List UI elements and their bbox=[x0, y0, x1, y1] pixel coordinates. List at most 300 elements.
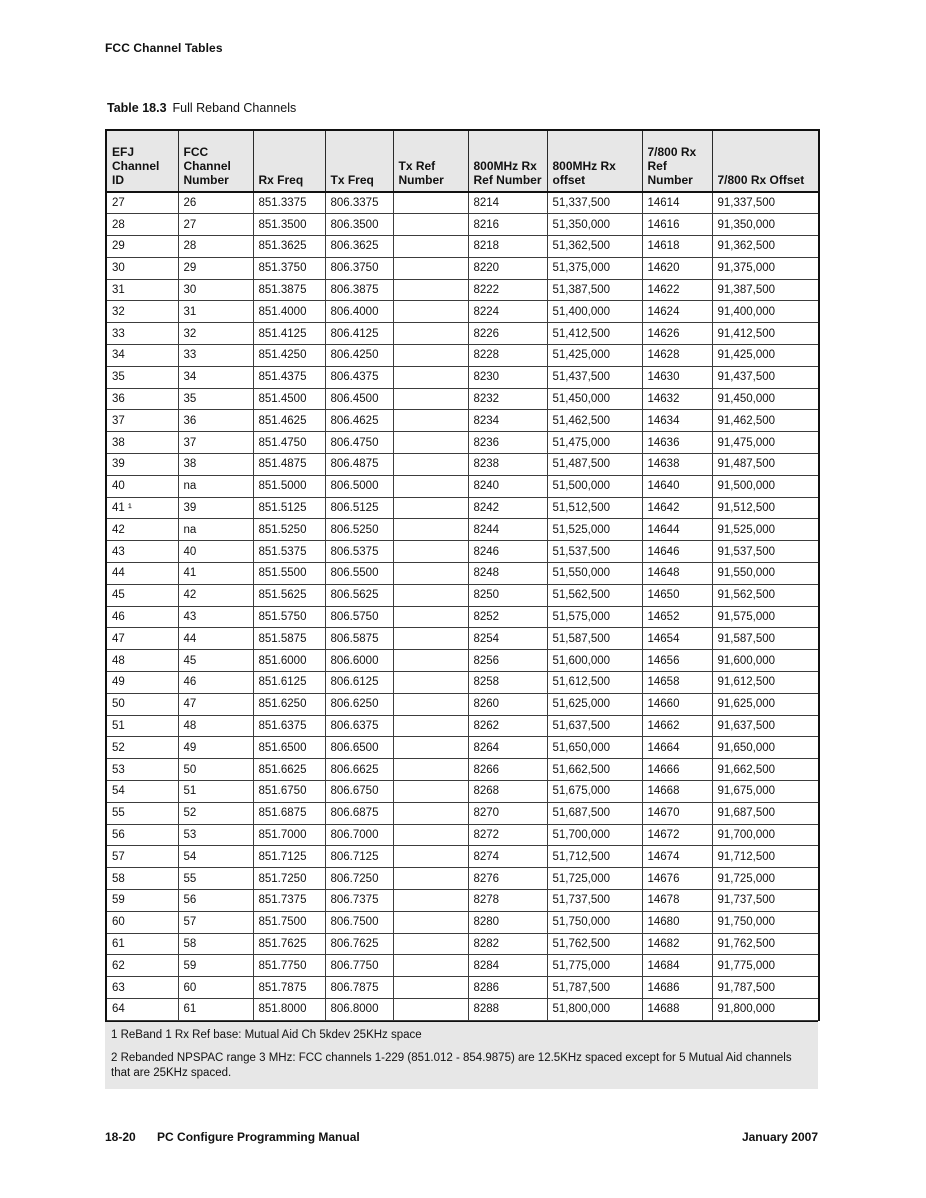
footnote-2: 2 Rebanded NPSPAC range 3 MHz: FCC channels 1-229 (851.012 - 854.9875) are 12.5KHz spaced except for 5 Mutual Aid channels that are 25KHz spaced. bbox=[111, 1051, 792, 1079]
cell-efj-channel-id: 59 bbox=[106, 890, 178, 912]
cell-7800-rx-offset: 91,500,000 bbox=[712, 475, 819, 497]
cell-7800-rx-offset: 91,362,500 bbox=[712, 236, 819, 258]
cell-efj-channel-id: 60 bbox=[106, 911, 178, 933]
cell-7800-rx-ref-number: 14626 bbox=[642, 323, 712, 345]
cell-7800-rx-offset: 91,637,500 bbox=[712, 715, 819, 737]
cell-800mhz-rx-ref-number: 8216 bbox=[468, 214, 547, 236]
cell-tx-ref-number bbox=[393, 214, 468, 236]
col-header-7800-rx-ref-number: 7/800 Rx Ref Number bbox=[642, 130, 712, 192]
cell-800mhz-rx-ref-number: 8218 bbox=[468, 236, 547, 258]
cell-7800-rx-ref-number: 14638 bbox=[642, 454, 712, 476]
cell-7800-rx-offset: 91,700,000 bbox=[712, 824, 819, 846]
cell-800mhz-rx-offset: 51,537,500 bbox=[547, 541, 642, 563]
cell-7800-rx-offset: 91,487,500 bbox=[712, 454, 819, 476]
cell-7800-rx-offset: 91,800,000 bbox=[712, 998, 819, 1020]
cell-800mhz-rx-offset: 51,362,500 bbox=[547, 236, 642, 258]
cell-rx-freq: 851.6000 bbox=[253, 650, 325, 672]
cell-800mhz-rx-ref-number: 8250 bbox=[468, 584, 547, 606]
cell-fcc-channel-number: 41 bbox=[178, 563, 253, 585]
cell-7800-rx-offset: 91,650,000 bbox=[712, 737, 819, 759]
cell-800mhz-rx-offset: 51,737,500 bbox=[547, 890, 642, 912]
cell-7800-rx-ref-number: 14686 bbox=[642, 977, 712, 999]
cell-fcc-channel-number: 39 bbox=[178, 497, 253, 519]
cell-7800-rx-offset: 91,662,500 bbox=[712, 759, 819, 781]
cell-7800-rx-offset: 91,337,500 bbox=[712, 192, 819, 214]
cell-800mhz-rx-offset: 51,575,000 bbox=[547, 606, 642, 628]
cell-rx-freq: 851.3875 bbox=[253, 279, 325, 301]
col-header-tx-freq: Tx Freq bbox=[325, 130, 393, 192]
cell-rx-freq: 851.6500 bbox=[253, 737, 325, 759]
cell-tx-ref-number bbox=[393, 454, 468, 476]
cell-tx-freq: 806.7750 bbox=[325, 955, 393, 977]
table-row bbox=[106, 257, 819, 279]
cell-tx-ref-number bbox=[393, 606, 468, 628]
cell-7800-rx-ref-number: 14646 bbox=[642, 541, 712, 563]
cell-800mhz-rx-ref-number: 8214 bbox=[468, 192, 547, 214]
reband-channels-table bbox=[105, 129, 818, 1089]
cell-fcc-channel-number: 45 bbox=[178, 650, 253, 672]
cell-800mhz-rx-ref-number: 8268 bbox=[468, 781, 547, 803]
cell-efj-channel-id: 39 bbox=[106, 454, 178, 476]
page-number: 18-20 bbox=[105, 1130, 136, 1144]
cell-7800-rx-ref-number: 14642 bbox=[642, 497, 712, 519]
cell-rx-freq: 851.4750 bbox=[253, 432, 325, 454]
col-header-fcc-channel-number: FCC Channel Number bbox=[178, 130, 253, 192]
cell-tx-freq: 806.3500 bbox=[325, 214, 393, 236]
table-row bbox=[106, 650, 819, 672]
cell-800mhz-rx-offset: 51,687,500 bbox=[547, 802, 642, 824]
cell-efj-channel-id: 53 bbox=[106, 759, 178, 781]
cell-800mhz-rx-offset: 51,562,500 bbox=[547, 584, 642, 606]
cell-rx-freq: 851.5625 bbox=[253, 584, 325, 606]
cell-tx-freq: 806.5125 bbox=[325, 497, 393, 519]
cell-800mhz-rx-ref-number: 8238 bbox=[468, 454, 547, 476]
cell-800mhz-rx-ref-number: 8232 bbox=[468, 388, 547, 410]
cell-rx-freq: 851.7000 bbox=[253, 824, 325, 846]
cell-efj-channel-id: 34 bbox=[106, 345, 178, 367]
cell-fcc-channel-number: 33 bbox=[178, 345, 253, 367]
table-row bbox=[106, 955, 819, 977]
cell-fcc-channel-number: 60 bbox=[178, 977, 253, 999]
cell-800mhz-rx-offset: 51,500,000 bbox=[547, 475, 642, 497]
cell-tx-ref-number bbox=[393, 563, 468, 585]
cell-fcc-channel-number: 42 bbox=[178, 584, 253, 606]
footer-left bbox=[105, 1130, 360, 1144]
cell-efj-channel-id: 44 bbox=[106, 563, 178, 585]
cell-tx-ref-number bbox=[393, 497, 468, 519]
cell-efj-channel-id: 36 bbox=[106, 388, 178, 410]
cell-7800-rx-offset: 91,462,500 bbox=[712, 410, 819, 432]
cell-rx-freq: 851.6250 bbox=[253, 693, 325, 715]
cell-800mhz-rx-offset: 51,662,500 bbox=[547, 759, 642, 781]
cell-7800-rx-offset: 91,525,000 bbox=[712, 519, 819, 541]
cell-tx-ref-number bbox=[393, 279, 468, 301]
cell-800mhz-rx-offset: 51,350,000 bbox=[547, 214, 642, 236]
cell-800mhz-rx-offset: 51,637,500 bbox=[547, 715, 642, 737]
cell-800mhz-rx-ref-number: 8248 bbox=[468, 563, 547, 585]
cell-7800-rx-ref-number: 14618 bbox=[642, 236, 712, 258]
cell-7800-rx-ref-number: 14616 bbox=[642, 214, 712, 236]
cell-800mhz-rx-offset: 51,487,500 bbox=[547, 454, 642, 476]
cell-tx-freq: 806.3625 bbox=[325, 236, 393, 258]
cell-fcc-channel-number: 37 bbox=[178, 432, 253, 454]
cell-fcc-channel-number: 50 bbox=[178, 759, 253, 781]
cell-fcc-channel-number: 48 bbox=[178, 715, 253, 737]
cell-rx-freq: 851.4875 bbox=[253, 454, 325, 476]
cell-fcc-channel-number: 44 bbox=[178, 628, 253, 650]
cell-efj-channel-id: 29 bbox=[106, 236, 178, 258]
cell-tx-freq: 806.3375 bbox=[325, 192, 393, 214]
table-row bbox=[106, 475, 819, 497]
cell-800mhz-rx-offset: 51,512,500 bbox=[547, 497, 642, 519]
cell-7800-rx-ref-number: 14614 bbox=[642, 192, 712, 214]
cell-tx-freq: 806.4375 bbox=[325, 366, 393, 388]
cell-7800-rx-offset: 91,562,500 bbox=[712, 584, 819, 606]
cell-tx-freq: 806.5250 bbox=[325, 519, 393, 541]
table-row bbox=[106, 715, 819, 737]
cell-7800-rx-ref-number: 14632 bbox=[642, 388, 712, 410]
cell-efj-channel-id: 47 bbox=[106, 628, 178, 650]
cell-fcc-channel-number: 53 bbox=[178, 824, 253, 846]
cell-rx-freq: 851.7625 bbox=[253, 933, 325, 955]
cell-rx-freq: 851.4625 bbox=[253, 410, 325, 432]
cell-7800-rx-offset: 91,737,500 bbox=[712, 890, 819, 912]
cell-tx-ref-number bbox=[393, 890, 468, 912]
table-row bbox=[106, 410, 819, 432]
footnote-1: 1 ReBand 1 Rx Ref base: Mutual Aid Ch 5kdev 25KHz space bbox=[111, 1028, 422, 1041]
cell-800mhz-rx-offset: 51,525,000 bbox=[547, 519, 642, 541]
table-row bbox=[106, 432, 819, 454]
cell-7800-rx-ref-number: 14648 bbox=[642, 563, 712, 585]
cell-7800-rx-offset: 91,387,500 bbox=[712, 279, 819, 301]
cell-efj-channel-id: 51 bbox=[106, 715, 178, 737]
cell-fcc-channel-number: 58 bbox=[178, 933, 253, 955]
cell-efj-channel-id: 37 bbox=[106, 410, 178, 432]
cell-rx-freq: 851.7125 bbox=[253, 846, 325, 868]
cell-fcc-channel-number: na bbox=[178, 475, 253, 497]
table-row bbox=[106, 977, 819, 999]
cell-7800-rx-ref-number: 14660 bbox=[642, 693, 712, 715]
cell-tx-ref-number bbox=[393, 933, 468, 955]
table-row bbox=[106, 933, 819, 955]
cell-800mhz-rx-offset: 51,425,000 bbox=[547, 345, 642, 367]
cell-7800-rx-ref-number: 14676 bbox=[642, 868, 712, 890]
cell-tx-ref-number bbox=[393, 410, 468, 432]
cell-800mhz-rx-ref-number: 8220 bbox=[468, 257, 547, 279]
table-row bbox=[106, 345, 819, 367]
cell-fcc-channel-number: 32 bbox=[178, 323, 253, 345]
cell-fcc-channel-number: 49 bbox=[178, 737, 253, 759]
cell-fcc-channel-number: 31 bbox=[178, 301, 253, 323]
cell-7800-rx-offset: 91,775,000 bbox=[712, 955, 819, 977]
cell-rx-freq: 851.4500 bbox=[253, 388, 325, 410]
channel-table bbox=[105, 129, 820, 1021]
cell-800mhz-rx-ref-number: 8280 bbox=[468, 911, 547, 933]
cell-800mhz-rx-offset: 51,412,500 bbox=[547, 323, 642, 345]
cell-7800-rx-ref-number: 14622 bbox=[642, 279, 712, 301]
cell-tx-freq: 806.6000 bbox=[325, 650, 393, 672]
cell-efj-channel-id: 40 bbox=[106, 475, 178, 497]
cell-rx-freq: 851.4000 bbox=[253, 301, 325, 323]
cell-7800-rx-offset: 91,762,500 bbox=[712, 933, 819, 955]
cell-fcc-channel-number: 30 bbox=[178, 279, 253, 301]
cell-tx-ref-number bbox=[393, 323, 468, 345]
table-row bbox=[106, 497, 819, 519]
cell-tx-ref-number bbox=[393, 192, 468, 214]
table-row bbox=[106, 192, 819, 214]
cell-800mhz-rx-offset: 51,800,000 bbox=[547, 998, 642, 1020]
cell-7800-rx-ref-number: 14682 bbox=[642, 933, 712, 955]
cell-tx-freq: 806.3875 bbox=[325, 279, 393, 301]
table-row bbox=[106, 279, 819, 301]
cell-fcc-channel-number: 43 bbox=[178, 606, 253, 628]
cell-tx-ref-number bbox=[393, 650, 468, 672]
cell-fcc-channel-number: 57 bbox=[178, 911, 253, 933]
cell-tx-freq: 806.7250 bbox=[325, 868, 393, 890]
cell-7800-rx-ref-number: 14684 bbox=[642, 955, 712, 977]
cell-800mhz-rx-ref-number: 8230 bbox=[468, 366, 547, 388]
cell-7800-rx-offset: 91,725,000 bbox=[712, 868, 819, 890]
cell-rx-freq: 851.8000 bbox=[253, 998, 325, 1020]
cell-800mhz-rx-offset: 51,625,000 bbox=[547, 693, 642, 715]
cell-tx-ref-number bbox=[393, 366, 468, 388]
cell-800mhz-rx-offset: 51,387,500 bbox=[547, 279, 642, 301]
cell-7800-rx-ref-number: 14668 bbox=[642, 781, 712, 803]
col-header-800mhz-rx-offset: 800MHz Rx offset bbox=[547, 130, 642, 192]
cell-800mhz-rx-offset: 51,587,500 bbox=[547, 628, 642, 650]
cell-tx-freq: 806.6500 bbox=[325, 737, 393, 759]
cell-800mhz-rx-ref-number: 8260 bbox=[468, 693, 547, 715]
cell-800mhz-rx-offset: 51,450,000 bbox=[547, 388, 642, 410]
cell-7800-rx-offset: 91,600,000 bbox=[712, 650, 819, 672]
cell-800mhz-rx-ref-number: 8258 bbox=[468, 672, 547, 694]
cell-fcc-channel-number: 55 bbox=[178, 868, 253, 890]
cell-7800-rx-ref-number: 14636 bbox=[642, 432, 712, 454]
cell-7800-rx-ref-number: 14662 bbox=[642, 715, 712, 737]
cell-800mhz-rx-ref-number: 8272 bbox=[468, 824, 547, 846]
cell-rx-freq: 851.5125 bbox=[253, 497, 325, 519]
cell-tx-freq: 806.7875 bbox=[325, 977, 393, 999]
cell-800mhz-rx-offset: 51,550,000 bbox=[547, 563, 642, 585]
cell-7800-rx-offset: 91,625,000 bbox=[712, 693, 819, 715]
cell-fcc-channel-number: 26 bbox=[178, 192, 253, 214]
cell-rx-freq: 851.6875 bbox=[253, 802, 325, 824]
cell-800mhz-rx-ref-number: 8236 bbox=[468, 432, 547, 454]
cell-7800-rx-ref-number: 14672 bbox=[642, 824, 712, 846]
table-header-row bbox=[106, 130, 819, 192]
table-row bbox=[106, 236, 819, 258]
cell-fcc-channel-number: 29 bbox=[178, 257, 253, 279]
cell-tx-freq: 806.5000 bbox=[325, 475, 393, 497]
cell-800mhz-rx-ref-number: 8222 bbox=[468, 279, 547, 301]
table-row bbox=[106, 323, 819, 345]
cell-800mhz-rx-ref-number: 8254 bbox=[468, 628, 547, 650]
cell-tx-freq: 806.5375 bbox=[325, 541, 393, 563]
cell-800mhz-rx-offset: 51,787,500 bbox=[547, 977, 642, 999]
cell-rx-freq: 851.5375 bbox=[253, 541, 325, 563]
cell-800mhz-rx-offset: 51,700,000 bbox=[547, 824, 642, 846]
cell-tx-freq: 806.4125 bbox=[325, 323, 393, 345]
cell-efj-channel-id: 45 bbox=[106, 584, 178, 606]
cell-800mhz-rx-offset: 51,337,500 bbox=[547, 192, 642, 214]
cell-tx-freq: 806.4000 bbox=[325, 301, 393, 323]
cell-efj-channel-id: 42 bbox=[106, 519, 178, 541]
cell-efj-channel-id: 57 bbox=[106, 846, 178, 868]
cell-efj-channel-id: 46 bbox=[106, 606, 178, 628]
cell-efj-channel-id: 38 bbox=[106, 432, 178, 454]
cell-7800-rx-ref-number: 14644 bbox=[642, 519, 712, 541]
cell-7800-rx-ref-number: 14666 bbox=[642, 759, 712, 781]
table-row bbox=[106, 911, 819, 933]
cell-efj-channel-id: 30 bbox=[106, 257, 178, 279]
cell-tx-freq: 806.7375 bbox=[325, 890, 393, 912]
cell-tx-ref-number bbox=[393, 715, 468, 737]
cell-fcc-channel-number: 40 bbox=[178, 541, 253, 563]
cell-800mhz-rx-ref-number: 8274 bbox=[468, 846, 547, 868]
cell-tx-ref-number bbox=[393, 998, 468, 1020]
cell-tx-ref-number bbox=[393, 672, 468, 694]
cell-tx-freq: 806.6750 bbox=[325, 781, 393, 803]
cell-tx-freq: 806.3750 bbox=[325, 257, 393, 279]
cell-tx-freq: 806.7500 bbox=[325, 911, 393, 933]
cell-tx-ref-number bbox=[393, 977, 468, 999]
cell-tx-ref-number bbox=[393, 541, 468, 563]
cell-800mhz-rx-ref-number: 8264 bbox=[468, 737, 547, 759]
cell-800mhz-rx-ref-number: 8284 bbox=[468, 955, 547, 977]
cell-efj-channel-id: 27 bbox=[106, 192, 178, 214]
cell-fcc-channel-number: na bbox=[178, 519, 253, 541]
cell-tx-freq: 806.6375 bbox=[325, 715, 393, 737]
cell-800mhz-rx-offset: 51,675,000 bbox=[547, 781, 642, 803]
cell-7800-rx-offset: 91,400,000 bbox=[712, 301, 819, 323]
cell-rx-freq: 851.7250 bbox=[253, 868, 325, 890]
cell-7800-rx-offset: 91,350,000 bbox=[712, 214, 819, 236]
table-row bbox=[106, 628, 819, 650]
cell-tx-ref-number bbox=[393, 737, 468, 759]
cell-tx-ref-number bbox=[393, 584, 468, 606]
table-row bbox=[106, 802, 819, 824]
cell-7800-rx-offset: 91,450,000 bbox=[712, 388, 819, 410]
manual-title: PC Configure Programming Manual bbox=[157, 1130, 360, 1144]
cell-800mhz-rx-offset: 51,650,000 bbox=[547, 737, 642, 759]
cell-7800-rx-ref-number: 14688 bbox=[642, 998, 712, 1020]
cell-800mhz-rx-ref-number: 8224 bbox=[468, 301, 547, 323]
table-row bbox=[106, 519, 819, 541]
cell-7800-rx-ref-number: 14654 bbox=[642, 628, 712, 650]
cell-tx-freq: 806.6625 bbox=[325, 759, 393, 781]
cell-7800-rx-offset: 91,750,000 bbox=[712, 911, 819, 933]
col-header-tx-ref-number: Tx Ref Number bbox=[393, 130, 468, 192]
col-header-7800-rx-offset: 7/800 Rx Offset bbox=[712, 130, 819, 192]
cell-efj-channel-id: 55 bbox=[106, 802, 178, 824]
cell-efj-channel-id: 28 bbox=[106, 214, 178, 236]
cell-fcc-channel-number: 51 bbox=[178, 781, 253, 803]
cell-rx-freq: 851.4125 bbox=[253, 323, 325, 345]
cell-tx-ref-number bbox=[393, 955, 468, 977]
table-caption-label: Table 18.3 bbox=[107, 101, 167, 115]
cell-800mhz-rx-offset: 51,400,000 bbox=[547, 301, 642, 323]
cell-rx-freq: 851.4250 bbox=[253, 345, 325, 367]
cell-800mhz-rx-ref-number: 8244 bbox=[468, 519, 547, 541]
cell-tx-freq: 806.8000 bbox=[325, 998, 393, 1020]
cell-7800-rx-offset: 91,512,500 bbox=[712, 497, 819, 519]
table-row bbox=[106, 846, 819, 868]
cell-800mhz-rx-offset: 51,475,000 bbox=[547, 432, 642, 454]
cell-efj-channel-id: 43 bbox=[106, 541, 178, 563]
cell-tx-ref-number bbox=[393, 388, 468, 410]
cell-7800-rx-offset: 91,587,500 bbox=[712, 628, 819, 650]
cell-800mhz-rx-ref-number: 8256 bbox=[468, 650, 547, 672]
cell-800mhz-rx-ref-number: 8252 bbox=[468, 606, 547, 628]
cell-efj-channel-id: 54 bbox=[106, 781, 178, 803]
table-row bbox=[106, 584, 819, 606]
col-header-efj-channel-id: EFJ Channel ID bbox=[106, 130, 178, 192]
cell-7800-rx-offset: 91,675,000 bbox=[712, 781, 819, 803]
cell-800mhz-rx-offset: 51,437,500 bbox=[547, 366, 642, 388]
cell-7800-rx-offset: 91,550,000 bbox=[712, 563, 819, 585]
cell-7800-rx-offset: 91,612,500 bbox=[712, 672, 819, 694]
cell-tx-ref-number bbox=[393, 802, 468, 824]
cell-efj-channel-id: 31 bbox=[106, 279, 178, 301]
cell-efj-channel-id: 32 bbox=[106, 301, 178, 323]
cell-7800-rx-offset: 91,712,500 bbox=[712, 846, 819, 868]
page-footer bbox=[105, 1130, 818, 1144]
table-row bbox=[106, 214, 819, 236]
table-row bbox=[106, 781, 819, 803]
cell-800mhz-rx-offset: 51,375,000 bbox=[547, 257, 642, 279]
cell-efj-channel-id: 64 bbox=[106, 998, 178, 1020]
cell-rx-freq: 851.6625 bbox=[253, 759, 325, 781]
cell-efj-channel-id: 62 bbox=[106, 955, 178, 977]
cell-rx-freq: 851.6125 bbox=[253, 672, 325, 694]
cell-efj-channel-id: 56 bbox=[106, 824, 178, 846]
table-row bbox=[106, 868, 819, 890]
cell-tx-freq: 806.4250 bbox=[325, 345, 393, 367]
cell-tx-ref-number bbox=[393, 759, 468, 781]
cell-7800-rx-offset: 91,787,500 bbox=[712, 977, 819, 999]
cell-tx-ref-number bbox=[393, 781, 468, 803]
cell-800mhz-rx-ref-number: 8276 bbox=[468, 868, 547, 890]
cell-7800-rx-ref-number: 14634 bbox=[642, 410, 712, 432]
col-header-800mhz-rx-ref-number: 800MHz Rx Ref Number bbox=[468, 130, 547, 192]
cell-efj-channel-id: 63 bbox=[106, 977, 178, 999]
cell-800mhz-rx-ref-number: 8234 bbox=[468, 410, 547, 432]
cell-tx-ref-number bbox=[393, 693, 468, 715]
cell-rx-freq: 851.7875 bbox=[253, 977, 325, 999]
cell-rx-freq: 851.5250 bbox=[253, 519, 325, 541]
cell-rx-freq: 851.6750 bbox=[253, 781, 325, 803]
cell-800mhz-rx-ref-number: 8270 bbox=[468, 802, 547, 824]
cell-tx-freq: 806.4500 bbox=[325, 388, 393, 410]
cell-tx-ref-number bbox=[393, 868, 468, 890]
cell-tx-freq: 806.6875 bbox=[325, 802, 393, 824]
table-footnotes bbox=[105, 1021, 818, 1089]
cell-7800-rx-ref-number: 14620 bbox=[642, 257, 712, 279]
cell-fcc-channel-number: 59 bbox=[178, 955, 253, 977]
cell-fcc-channel-number: 46 bbox=[178, 672, 253, 694]
cell-fcc-channel-number: 34 bbox=[178, 366, 253, 388]
cell-efj-channel-id: 35 bbox=[106, 366, 178, 388]
cell-800mhz-rx-ref-number: 8240 bbox=[468, 475, 547, 497]
cell-7800-rx-ref-number: 14628 bbox=[642, 345, 712, 367]
cell-800mhz-rx-offset: 51,775,000 bbox=[547, 955, 642, 977]
cell-800mhz-rx-ref-number: 8226 bbox=[468, 323, 547, 345]
cell-7800-rx-ref-number: 14650 bbox=[642, 584, 712, 606]
cell-800mhz-rx-ref-number: 8228 bbox=[468, 345, 547, 367]
cell-rx-freq: 851.7500 bbox=[253, 911, 325, 933]
table-row bbox=[106, 693, 819, 715]
cell-rx-freq: 851.6375 bbox=[253, 715, 325, 737]
